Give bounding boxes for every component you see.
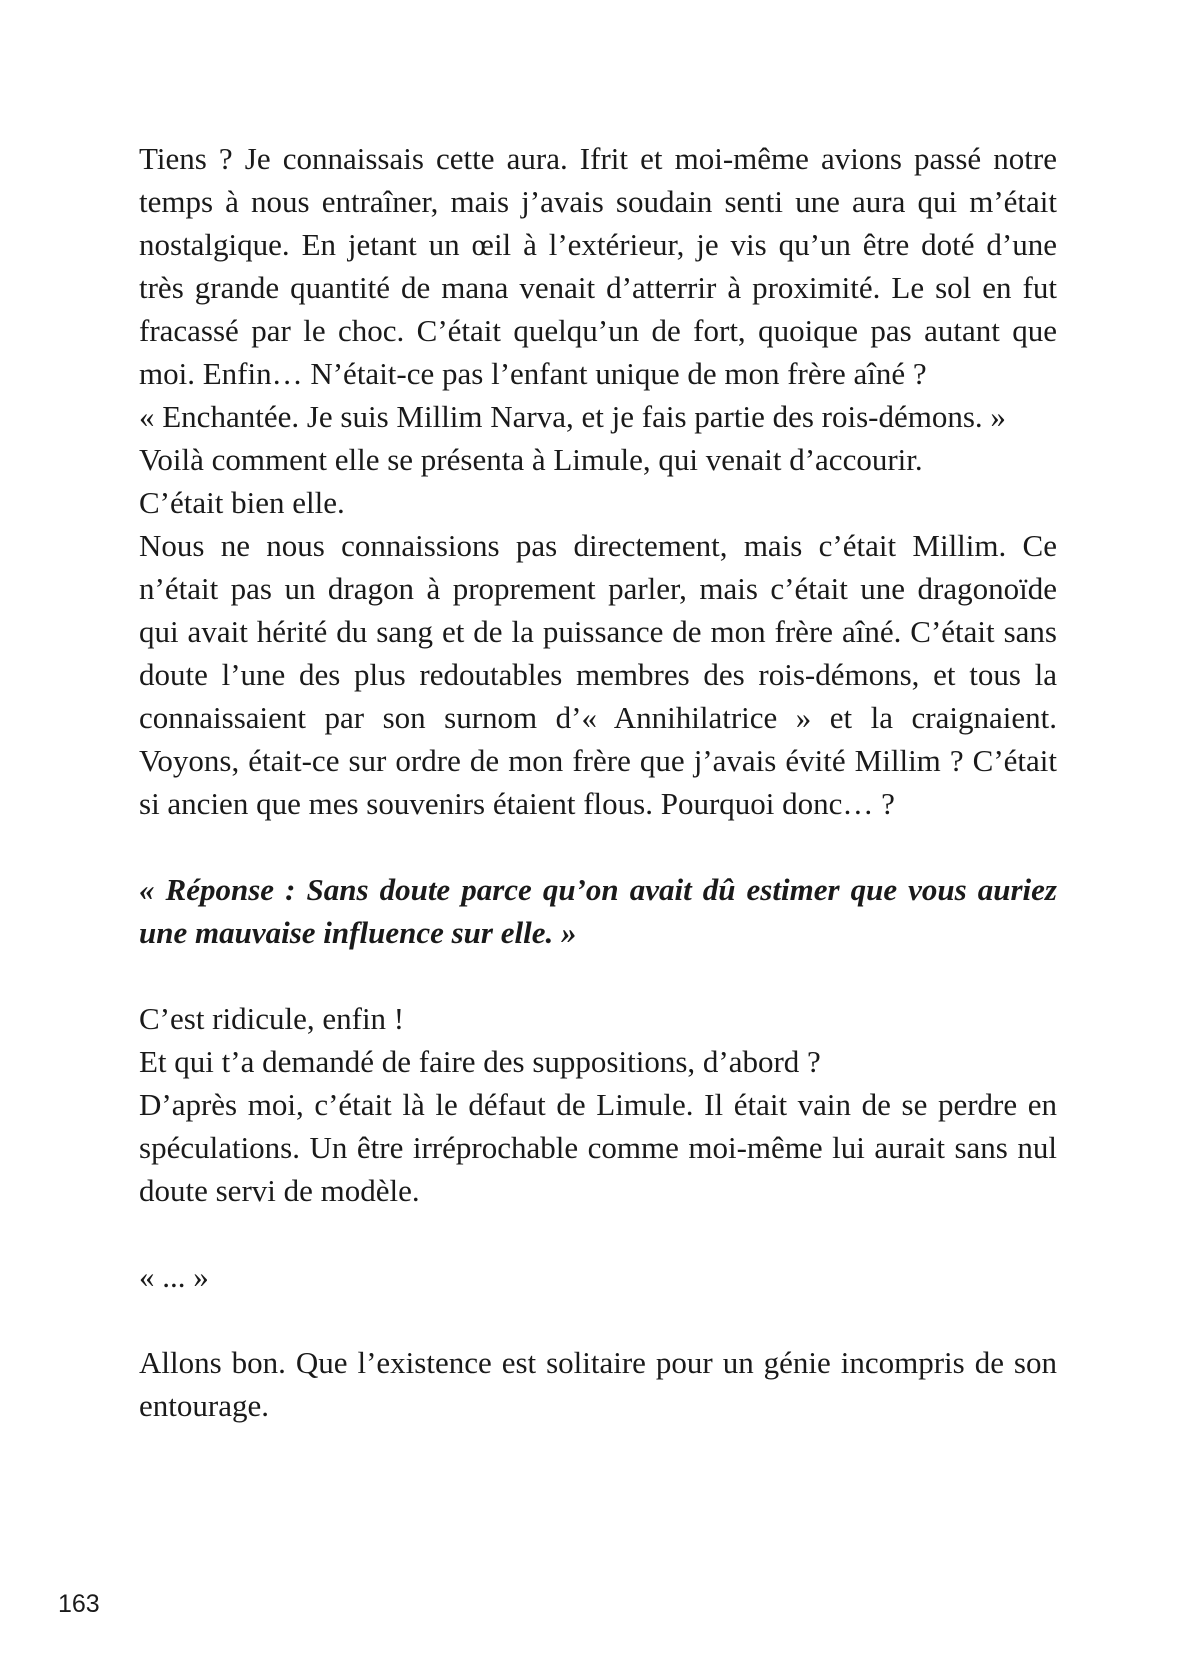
ellipsis-dialogue: « ... » [139,1259,209,1294]
paragraph-presentation: Voilà comment elle se présenta à Limule, qui venait d’accourir. [139,442,923,477]
reponse-quote: « Réponse : Sans doute parce qu’on avait dû estimer que vous auriez une mauvaise influence sur elle. » [139,872,1057,950]
paragraph-spacer [139,1298,1057,1341]
paragraph-ridicule: C’est ridicule, enfin ! [139,1001,405,1036]
paragraph-spacer [139,1212,1057,1255]
page-body-text [139,137,1057,1427]
paragraph-bien-elle: C’était bien elle. [139,485,345,520]
paragraph-spacer [139,825,1057,868]
paragraph-aura: Tiens ? Je connaissais cette aura. Ifrit et moi-même avions passé notre temps à nous entraîner, mais j’avais soudain senti une aura qui m’était nostalgique. En jetant un œil à l’extérieur, je vis qu’un être doté d’une très grande quantité de mana venait d’atterrir à proximité. Le sol en fut fracassé par le choc. C’était quelqu’un de fort, quoique pas autant que moi. Enfin… N’était-ce pas l’enfant unique de mon frère aîné ? [139,141,1057,391]
paragraph-suppositions: Et qui t’a demandé de faire des suppositions, d’abord ? [139,1044,821,1079]
paragraph-defaut-limule: D’après moi, c’était là le défaut de Limule. Il était vain de se perdre en spéculations. Un être irréprochable comme moi-même lui aurait sans nul doute servi de modèle. [139,1087,1057,1208]
paragraph-genie-incompris: Allons bon. Que l’existence est solitaire pour un génie incompris de son entourage. [139,1345,1057,1423]
paragraph-millim-description: Nous ne nous connaissions pas directement, mais c’était Millim. Ce n’était pas un dragon à proprement parler, mais c’était une dragonoïde qui avait hérité du sang et de la puissance de mon frère aîné. C’était sans doute l’une des plus redoutables membres des rois-démons, et tous la connaissaient par son surnom d’« Annihilatrice » et la craignaient. Voyons, était-ce sur ordre de mon frère que j’avais évité Millim ? C’était si ancien que mes souvenirs étaient flous. Pourquoi donc… ? [139,528,1057,821]
paragraph-spacer [139,954,1057,997]
page-number: 163 [58,1590,100,1618]
dialogue-millim-intro: « Enchantée. Je suis Millim Narva, et je fais partie des rois-démons. » [139,399,1006,434]
